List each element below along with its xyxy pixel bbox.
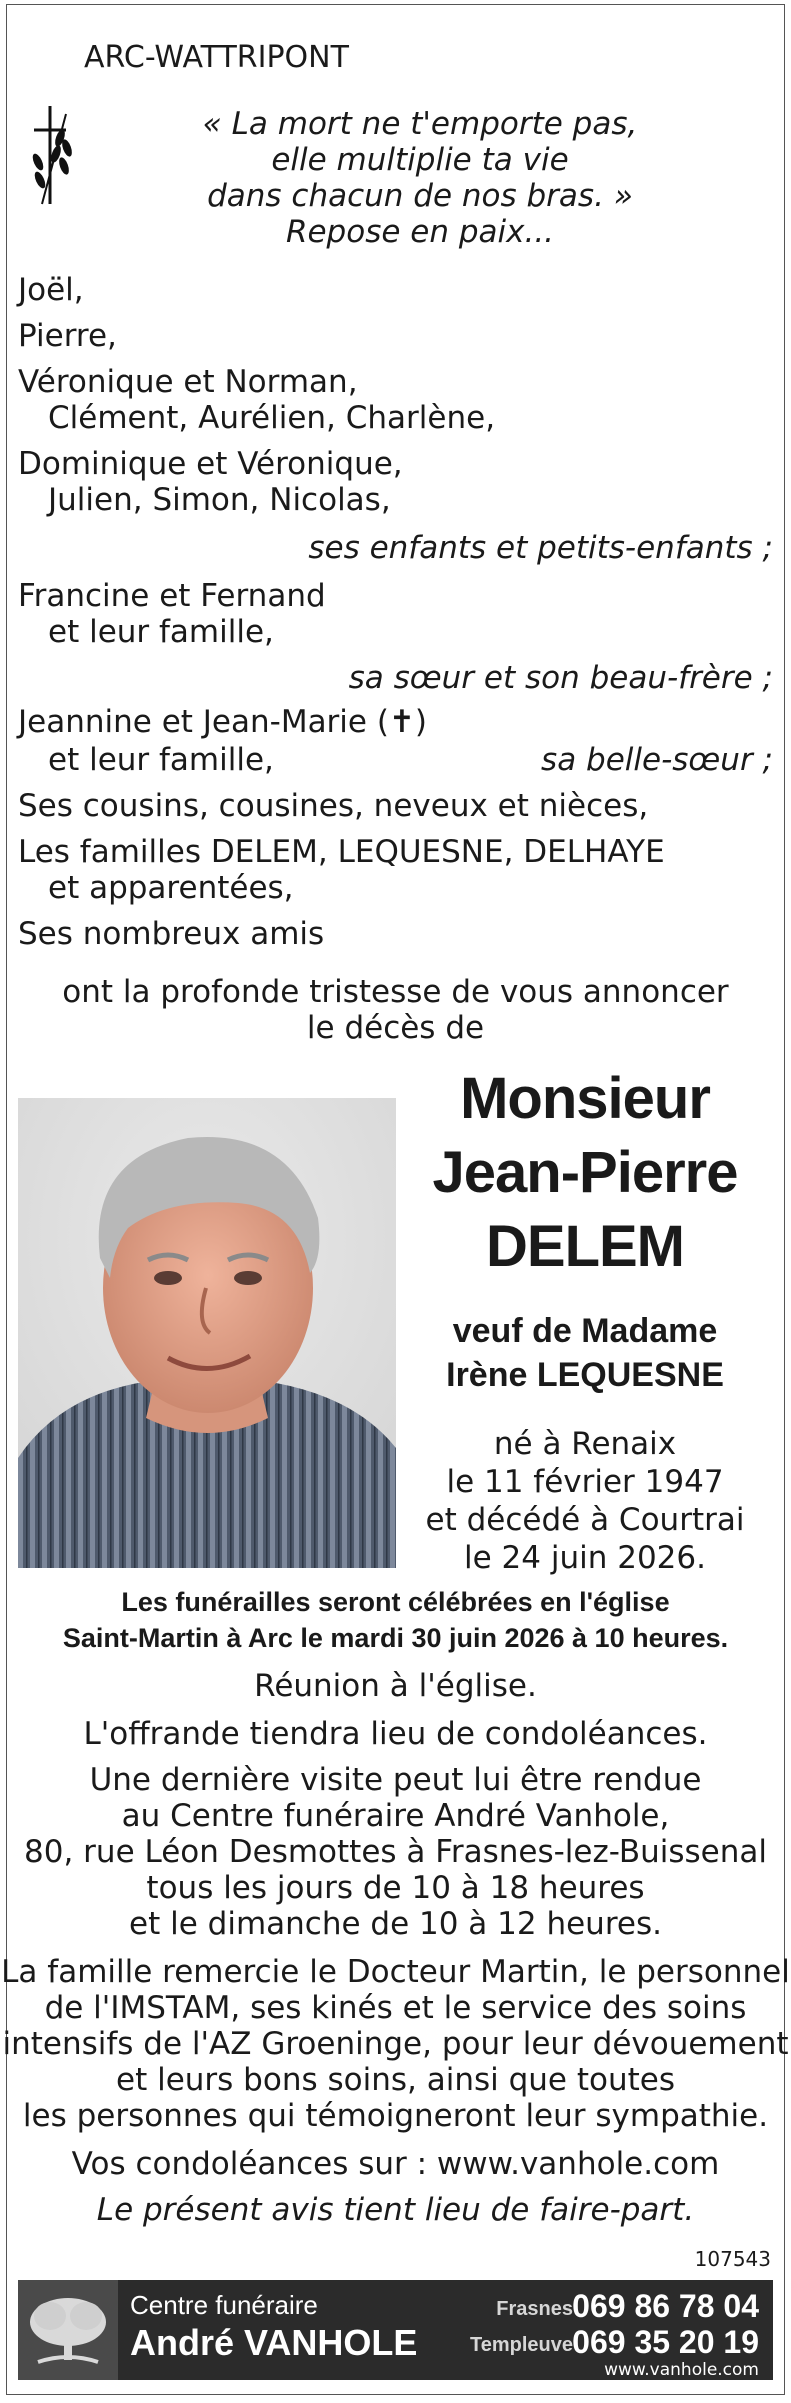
family-line: Francine et Fernand [18, 578, 326, 614]
location-title: ARC-WATTRIPONT [84, 40, 349, 75]
family-line: et leur famille, [48, 742, 274, 778]
funeral-announcement: Les funérailles seront célébrées en l'église [121, 1587, 670, 1617]
thanks-line: intensifs de l'AZ Groeninge, pour leur dévouement [2, 2026, 789, 2062]
website-link[interactable]: www.vanhole.com [604, 2360, 759, 2380]
family-line: Joël, [18, 272, 84, 308]
family-line: Véronique et Norman, [18, 364, 358, 400]
announcement-line: ont la profonde tristesse de vous annoncer [62, 974, 729, 1010]
announcement-line: le décès de [306, 1010, 485, 1046]
logo-box [18, 2280, 118, 2380]
reference-number: 107543 [694, 2247, 771, 2271]
widow-line: veuf de Madame [452, 1312, 718, 1350]
family-line: Les familles DELEM, LEQUESNE, DELHAYE [18, 834, 665, 870]
funeral-home-banner [18, 2280, 773, 2380]
family-line: Jeannine et Jean-Marie (✝) [18, 704, 428, 740]
family-line: Ses cousins, cousines, neveux et nièces, [18, 788, 649, 824]
family-line: Clément, Aurélien, Charlène, [48, 400, 496, 436]
birth-line: le 24 juin 2026. [464, 1540, 706, 1576]
quote-line: elle multiplie ta vie [271, 142, 569, 178]
family-line: Pierre, [18, 318, 117, 354]
offering-line: L'offrande tiendra lieu de condoléances. [83, 1716, 708, 1752]
thanks-line: La famille remercie le Docteur Martin, le personnel [1, 1954, 790, 1990]
visit-line: 80, rue Léon Desmottes à Frasnes-lez-Buissenal [24, 1834, 767, 1870]
birth-line: et décédé à Courtrai [425, 1502, 745, 1538]
thanks-line: les personnes qui témoigneront leur sympathie. [22, 2098, 769, 2134]
visit-line: et le dimanche de 10 à 12 heures. [129, 1906, 662, 1942]
phone-number[interactable]: 069 86 78 04 [572, 2288, 759, 2324]
family-line: Ses nombreux amis [18, 916, 325, 952]
visit-line: Une dernière visite peut lui être rendue [89, 1762, 702, 1798]
thanks-line: de l'IMSTAM, ses kinés et le service des soins [44, 1990, 747, 2026]
family-role: sa sœur et son beau-frère ; [348, 660, 773, 696]
widow-line: Irène LEQUESNE [446, 1356, 724, 1394]
funeral-announcement: Saint-Martin à Arc le mardi 30 juin 2026 à 10 heures. [62, 1623, 729, 1653]
birth-line: le 11 février 1947 [446, 1464, 724, 1500]
family-line: et leur famille, [48, 614, 274, 650]
family-line: et apparentées, [48, 870, 294, 906]
tree-logo-icon [18, 2280, 118, 2380]
phone-city-label: Frasnes [496, 2298, 573, 2320]
quote-line: « La mort ne t'emporte pas, [202, 106, 638, 142]
visit-line: au Centre funéraire André Vanhole, [121, 1798, 670, 1834]
deceased-name-line: Jean-Pierre [432, 1140, 738, 1205]
condolences-line: Vos condoléances sur : www.vanhole.com [71, 2146, 720, 2182]
birth-line: né à Renaix [493, 1426, 677, 1462]
family-role: ses enfants et petits-enfants ; [308, 530, 773, 566]
family-line: Julien, Simon, Nicolas, [48, 482, 391, 518]
family-line: Dominique et Véronique, [18, 446, 403, 482]
deceased-name-line: Monsieur [460, 1066, 710, 1131]
visit-line: tous les jours de 10 à 18 heures [146, 1870, 645, 1906]
cross-with-wheat-icon [20, 100, 80, 210]
notice-line: Le présent avis tient lieu de faire-part. [96, 2192, 695, 2228]
funeral-home-name: André VANHOLE [130, 2322, 418, 2363]
meeting-line: Réunion à l'église. [254, 1668, 537, 1704]
quote-line: dans chacun de nos bras. » [207, 178, 633, 214]
phone-city-label: Templeuve [470, 2334, 573, 2356]
funeral-home-subtitle: Centre funéraire [130, 2290, 318, 2320]
phone-number[interactable]: 069 35 20 19 [572, 2324, 759, 2360]
thanks-line: et leurs bons soins, ainsi que toutes [116, 2062, 675, 2098]
quote-line: Repose en paix... [285, 214, 555, 250]
family-role: sa belle-sœur ; [541, 742, 773, 778]
deceased-name-line: DELEM [486, 1214, 684, 1279]
deceased-portrait [18, 1098, 396, 1568]
